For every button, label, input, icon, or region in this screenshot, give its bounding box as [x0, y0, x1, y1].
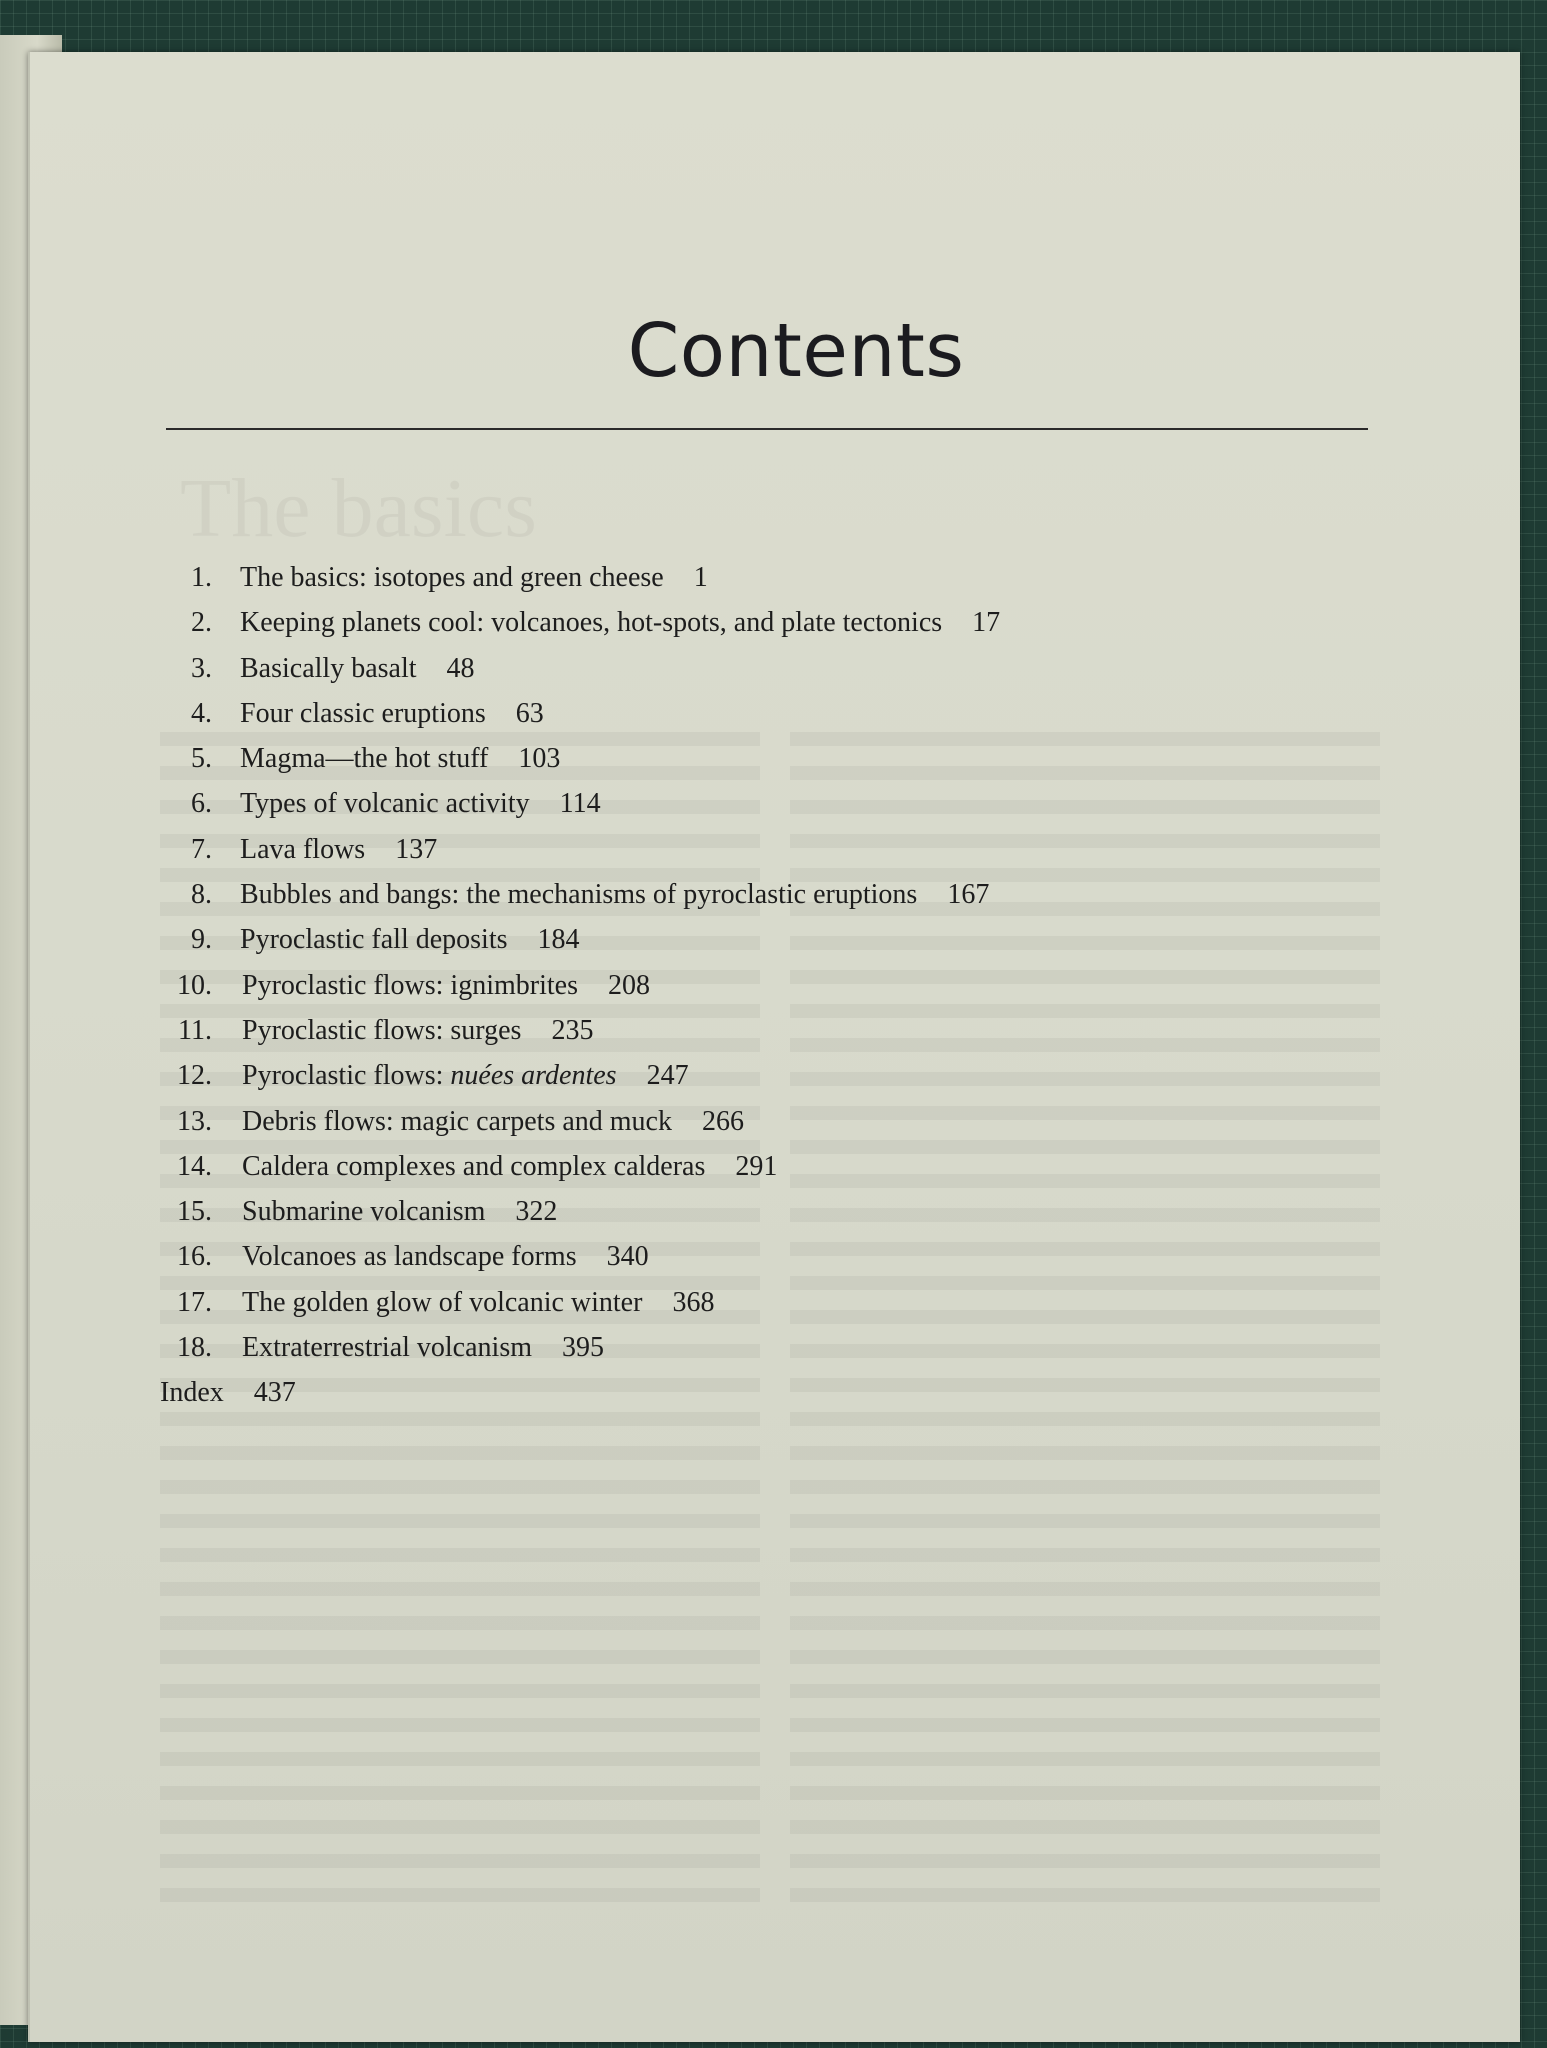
show-through-heading: [180, 460, 537, 557]
chapter-title: Pyroclastic fall deposits: [240, 924, 508, 956]
toc-entry: [160, 562, 1000, 607]
page-number: 114: [559, 788, 601, 820]
chapter-title: Keeping planets cool: volcanoes, hot-spots, and plate tectonics: [240, 607, 943, 639]
page-number: 48: [446, 652, 475, 684]
chapter-title: Caldera complexes and complex calderas: [242, 1150, 706, 1182]
chapter-number: 4.: [191, 697, 212, 729]
chapter-number: 14.: [177, 1150, 212, 1182]
chapter-title: Bubbles and bangs: the mechanisms of pyroclastic eruptions: [240, 879, 918, 911]
chapter-title: Basically basalt: [240, 652, 417, 684]
toc-entry: [160, 879, 1000, 924]
page-number: 437: [253, 1377, 296, 1409]
toc-entry: [160, 834, 1000, 879]
table-of-contents: [160, 562, 1000, 1423]
chapter-number: 2.: [191, 607, 212, 639]
page-number: 322: [515, 1196, 558, 1228]
title-rule: [166, 428, 1368, 430]
chapter-title: The golden glow of volcanic winter: [242, 1286, 643, 1318]
chapter-title-prefix: Pyroclastic flows:: [242, 1060, 451, 1092]
page-number: 247: [646, 1060, 689, 1092]
chapter-number: 13.: [177, 1105, 212, 1137]
contents-page: [28, 52, 1520, 2042]
toc-entry: [160, 1332, 1000, 1377]
toc-entry: [160, 924, 1000, 969]
chapter-number: 6.: [191, 788, 212, 820]
page-number: 17: [972, 607, 1001, 639]
page-number: 167: [947, 879, 990, 911]
page-number: 266: [701, 1105, 744, 1137]
chapter-number: 9.: [191, 924, 212, 956]
chapter-title: Types of volcanic activity: [240, 788, 530, 820]
page-number: 395: [562, 1332, 604, 1364]
chapter-number: 10.: [177, 969, 212, 1001]
toc-entry: [160, 1015, 1000, 1060]
chapter-number: 1.: [191, 562, 212, 593]
chapter-title: Magma—the hot stuff: [240, 743, 489, 775]
chapter-number: 16.: [177, 1241, 212, 1273]
chapter-number: 7.: [191, 833, 212, 865]
toc-entry: [160, 1241, 1000, 1286]
toc-entry: [160, 970, 1000, 1015]
page-number: 235: [551, 1014, 594, 1046]
chapter-title: Pyroclastic flows: ignimbrites: [242, 969, 578, 1001]
page-title: Contents: [627, 308, 965, 394]
page-number: 1: [693, 562, 708, 593]
chapter-number: 3.: [191, 652, 212, 684]
page-number: 103: [518, 743, 561, 775]
chapter-number: 8.: [191, 879, 212, 911]
toc-index-entry: [160, 1377, 1000, 1422]
page-number: 368: [672, 1286, 715, 1318]
page-number: 63: [515, 697, 544, 729]
page-number: 137: [395, 833, 438, 865]
toc-entry: [160, 1106, 1000, 1151]
chapter-number: 15.: [177, 1196, 212, 1228]
chapter-number: 17.: [177, 1286, 212, 1318]
toc-entry: [160, 1287, 1000, 1332]
chapter-title-italic: nuées ardentes: [450, 1060, 617, 1092]
chapter-title: Volcanoes as landscape forms: [242, 1241, 577, 1273]
chapter-title: Debris flows: magic carpets and muck: [242, 1105, 672, 1137]
toc-entry: [160, 653, 1000, 698]
chapter-title: The basics: isotopes and green cheese: [240, 562, 664, 593]
toc-entry: [160, 1151, 1000, 1196]
chapter-title: Lava flows: [240, 833, 366, 865]
index-label: Index: [160, 1377, 224, 1409]
chapter-number: 12.: [177, 1060, 212, 1092]
chapter-number: 18.: [177, 1332, 212, 1364]
toc-entry: [160, 743, 1000, 788]
chapter-title: [242, 1060, 617, 1092]
toc-entry: [160, 607, 1000, 652]
toc-entry: [160, 1060, 1000, 1105]
page-number: 291: [735, 1150, 778, 1182]
page-number: 208: [607, 969, 650, 1001]
chapter-number: 11.: [178, 1014, 212, 1046]
chapter-title: Submarine volcanism: [242, 1196, 486, 1228]
toc-entry: [160, 1196, 1000, 1241]
chapter-title: Pyroclastic flows: surges: [242, 1014, 522, 1046]
chapter-title: Four classic eruptions: [240, 697, 486, 729]
page-number: 184: [537, 924, 580, 956]
toc-entry: [160, 698, 1000, 743]
page-number: 340: [606, 1241, 649, 1273]
toc-entry: [160, 788, 1000, 833]
chapter-title: Extraterrestrial volcanism: [242, 1332, 532, 1364]
chapter-number: 5.: [191, 743, 212, 775]
